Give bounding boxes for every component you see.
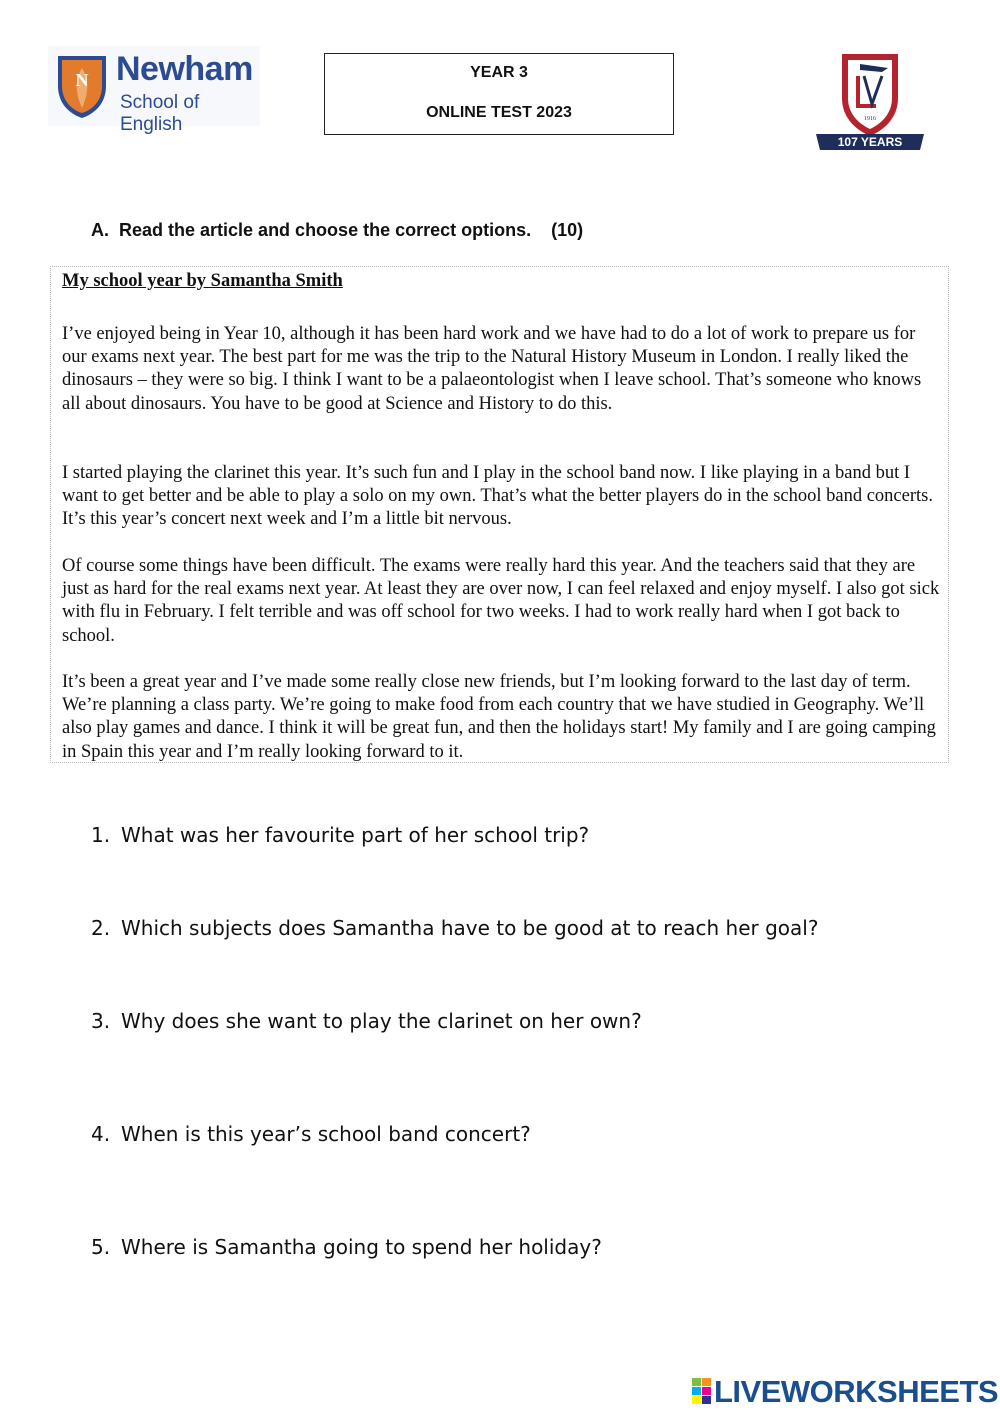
crest-badge-text: 107 YEARS xyxy=(837,135,903,149)
section-heading: A. Read the article and choose the correct options. (10) xyxy=(91,220,584,240)
question-number: 4. xyxy=(91,1122,111,1146)
article-paragraph: It’s been a great year and I’ve made some really close new friends, but I’m looking forward to the last day of term. We’re planning a class party. We’re going to make food from each country that we have studied in Geography. We’ll also play games and dance. I think it will be great fun, and then the holidays start! My family and I are going camping in Spain this year and I’m really looking forward to it. xyxy=(62,672,936,762)
question-3 xyxy=(91,1009,642,1033)
question-2 xyxy=(91,916,818,940)
question-number: 2. xyxy=(91,916,111,940)
year-label: YEAR 3 xyxy=(470,64,528,81)
test-name: ONLINE TEST 2023 xyxy=(426,104,572,121)
article-paragraph: Of course some things have been difficult. The exams were really hard this year. And the teachers said that they are just as hard for the real exams next year. At least they are over now, I can feel relaxed and enjoy myself. I also got sick with flu in February. I felt terrible and was off school for two weeks. I had to work really hard when I got back to school. xyxy=(62,556,940,646)
article-box xyxy=(50,266,949,763)
question-5 xyxy=(91,1235,602,1259)
crest-shield-icon xyxy=(812,46,928,160)
svg-text:1916: 1916 xyxy=(864,116,876,122)
shield-logo-icon xyxy=(54,52,110,120)
question-4 xyxy=(91,1122,531,1146)
question-1 xyxy=(91,823,589,847)
article-paragraph: I’ve enjoyed being in Year 10, although it has been hard work and we have had to do a lot of work to prepare us for our exams next year. The best part for me was the trip to the Natural History Museum in London. I really liked the dinosaurs – they were so big. I think I want to be a palaeontologist when I leave school. That’s someone who knows all about dinosaurs. You have to be good at Science and History to do this. xyxy=(62,324,922,414)
watermark-text: LIVEWORKSHEETS xyxy=(714,1374,999,1409)
question-text: Where is Samantha going to spend her holiday? xyxy=(121,1235,602,1259)
liveworksheets-watermark xyxy=(692,1374,999,1409)
question-number: 3. xyxy=(91,1009,111,1033)
question-text: What was her favourite part of her school trip? xyxy=(121,823,590,847)
crest-logo xyxy=(812,46,928,160)
article-title: My school year by Samantha Smith xyxy=(62,271,343,291)
school-logo xyxy=(48,46,260,135)
question-text: Why does she want to play the clarinet on her own? xyxy=(121,1009,642,1033)
question-text: When is this year’s school band concert? xyxy=(121,1122,531,1146)
article-paragraph: I started playing the clarinet this year. It’s such fun and I play in the school band now. I like playing in a band but I want to get better and be able to play a solo on my own. That’s what the better players do in the school band concerts. It’s this year’s concert next week and I’m a little bit nervous. xyxy=(62,463,933,530)
question-number: 5. xyxy=(91,1235,111,1259)
school-name: Newham xyxy=(116,50,253,88)
svg-text:N: N xyxy=(75,70,89,90)
liveworksheets-blocks-icon xyxy=(692,1378,712,1404)
test-title-box xyxy=(324,53,674,135)
question-text: Which subjects does Samantha have to be good at to reach her goal? xyxy=(121,916,819,940)
question-number: 1. xyxy=(91,823,111,847)
school-subtitle: School of English xyxy=(120,92,200,135)
